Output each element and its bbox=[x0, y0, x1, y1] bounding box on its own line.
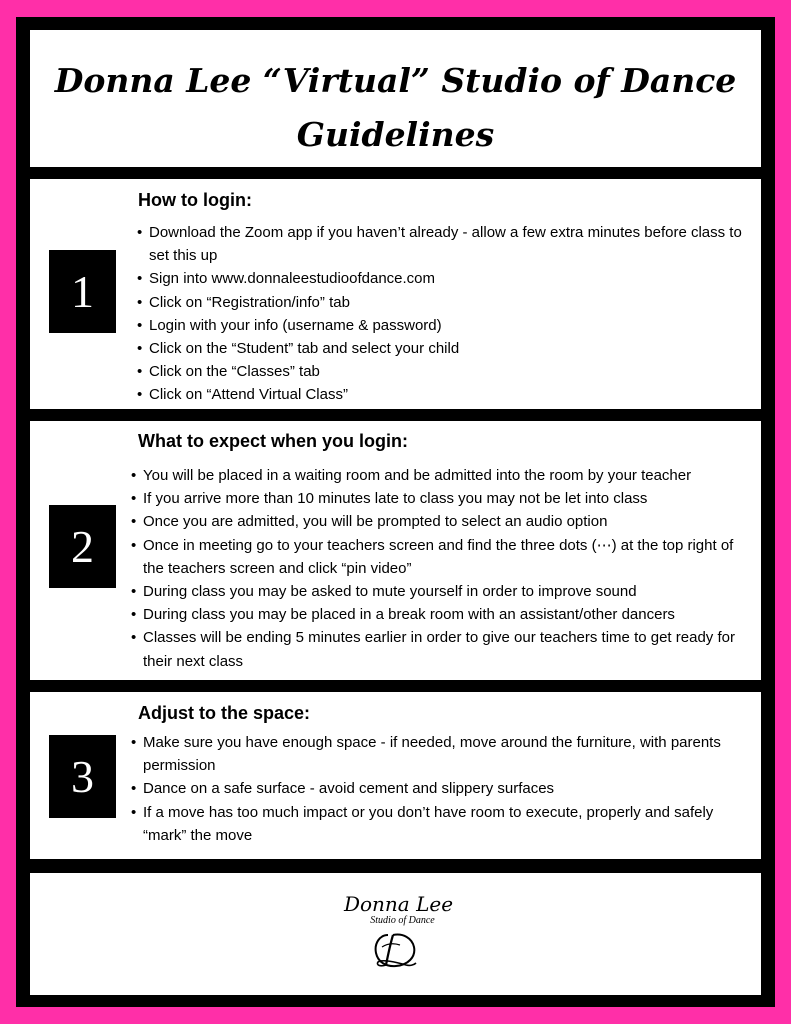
title-line-1: Donna Lee “Virtual” Studio of Dance bbox=[54, 61, 737, 100]
section-heading-expect: What to expect when you login: bbox=[138, 431, 408, 451]
section-number-1: 1 bbox=[49, 250, 116, 333]
title-line-2: Guidelines bbox=[296, 115, 495, 154]
list-item: • Click on “Attend Virtual Class” bbox=[137, 383, 752, 406]
list-item: • Sign into www.donnaleestudioofdance.com bbox=[137, 267, 752, 290]
dl-monogram-icon bbox=[366, 929, 426, 971]
list-item: • Click on the “Student” tab and select your child bbox=[137, 337, 752, 360]
title-panel bbox=[30, 30, 761, 167]
login-steps-list bbox=[137, 221, 752, 407]
logo-name: Donna Lee bbox=[343, 892, 454, 916]
section-number-2: 2 bbox=[49, 505, 116, 588]
list-item: • Make sure you have enough space - if needed, move around the furniture, with parents permission bbox=[131, 731, 731, 777]
list-item: • Once in meeting go to your teachers screen and find the three dots (⋯) at the top right of the teachers screen and click “pin video” bbox=[131, 534, 756, 580]
list-item: • Once you are admitted, you will be prompted to select an audio option bbox=[131, 510, 756, 533]
list-item: • If you arrive more than 10 minutes late to class you may not be let into class bbox=[131, 487, 756, 510]
list-item: • During class you may be asked to mute yourself in order to improve sound bbox=[131, 580, 756, 603]
list-item: • Download the Zoom app if you haven’t already - allow a few extra minutes before class to set this up bbox=[137, 221, 752, 267]
list-item: • Click on the “Classes” tab bbox=[137, 360, 752, 383]
space-guidelines-list bbox=[131, 731, 731, 847]
expectations-list bbox=[131, 464, 756, 673]
list-item: • You will be placed in a waiting room and be admitted into the room by your teacher bbox=[131, 464, 756, 487]
page-title bbox=[30, 54, 761, 162]
section-number-3: 3 bbox=[49, 735, 116, 818]
section-heading-login: How to login: bbox=[138, 190, 252, 210]
list-item: • During class you may be placed in a break room with an assistant/other dancers bbox=[131, 603, 756, 626]
list-item: • Dance on a safe surface - avoid cement and slippery surfaces bbox=[131, 777, 731, 800]
list-item: • Classes will be ending 5 minutes earlier in order to give our teachers time to get ready for their next class bbox=[131, 626, 756, 672]
list-item: • Login with your info (username & password) bbox=[137, 314, 752, 337]
section-heading-space: Adjust to the space: bbox=[138, 703, 311, 723]
list-item: • If a move has too much impact or you don’t have room to execute, properly and safely “mark” the move bbox=[131, 801, 731, 847]
logo-subtitle: Studio of Dance bbox=[370, 915, 435, 926]
list-item: • Click on “Registration/info” tab bbox=[137, 291, 752, 314]
studio-logo bbox=[0, 893, 791, 971]
